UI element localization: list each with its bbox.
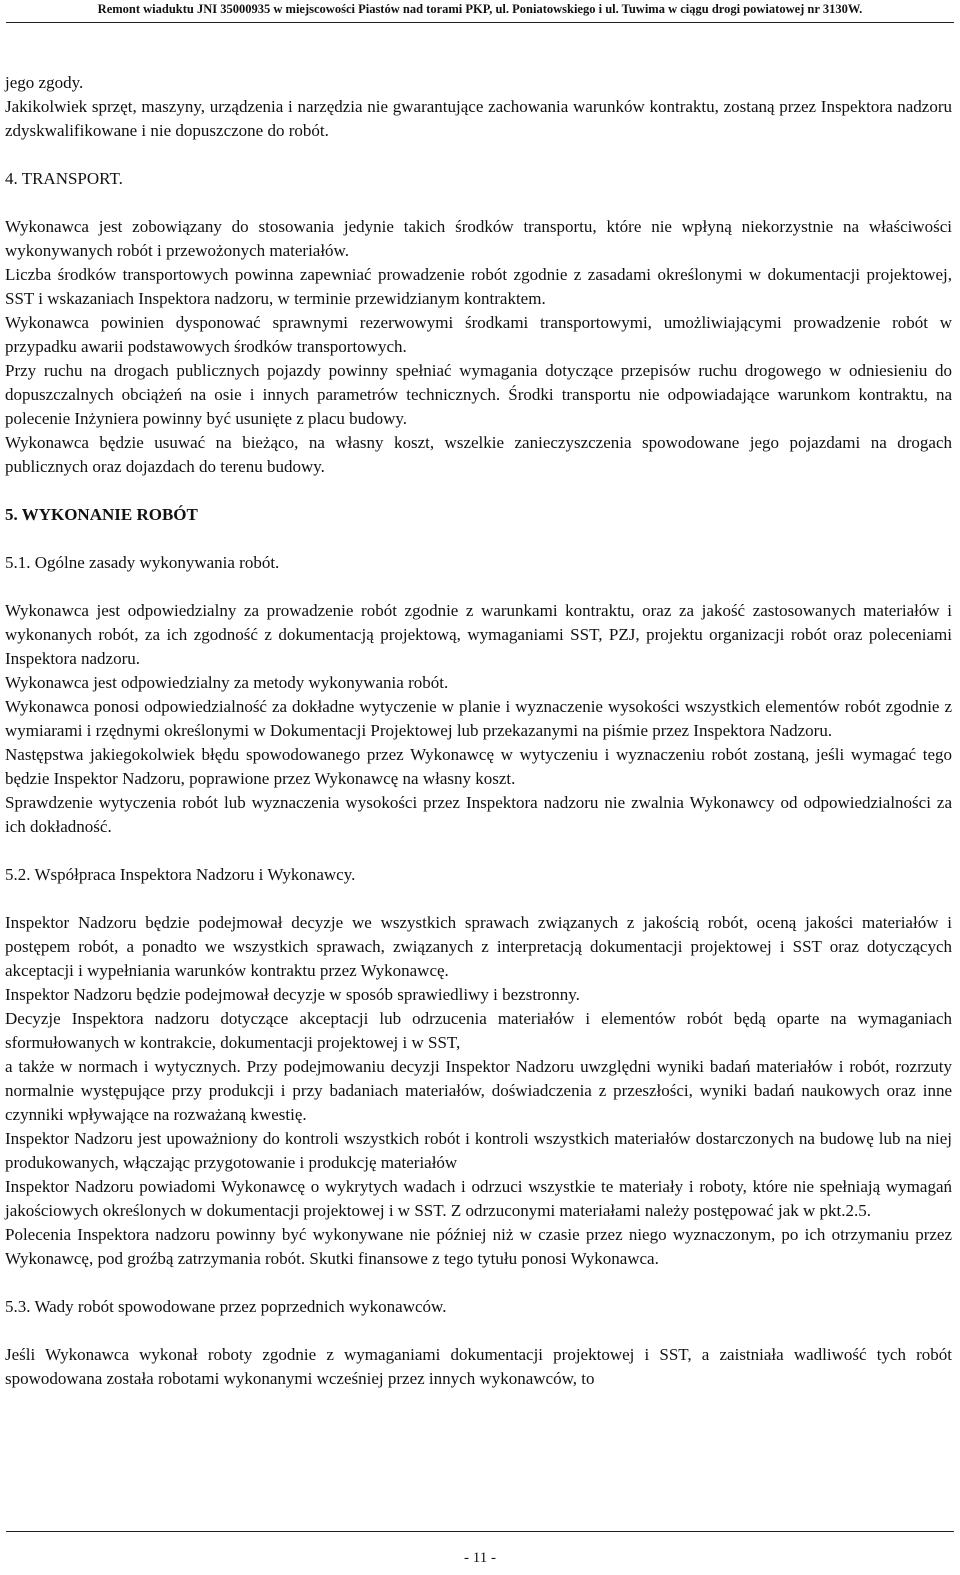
document-body	[5, 71, 952, 1391]
spacer	[5, 479, 952, 503]
spacer	[5, 527, 952, 551]
paragraph: Przy ruchu na drogach publicznych pojazdy powinny spełniać wymagania dotyczące przepisów ruchu drogowego w odniesieniu do dopuszczalnych obciążeń na osie i innych parametrów technicznych. Środki transportu nie odpowiadające warunkom kontraktu, na polecenie Inżyniera powinny być usunięte z placu budowy.	[5, 361, 952, 428]
paragraph: Inspektor Nadzoru jest upoważniony do kontroli wszystkich robót i kontroli wszystkich materiałów dostarczonych na budowę lub na niej produkowanych, włączając przygotowanie i produkcję materiałów	[5, 1129, 952, 1172]
paragraph: Wykonawca będzie usuwać na bieżąco, na własny koszt, wszelkie zanieczyszczenia spowodowane jego pojazdami na drogach publicznych oraz dojazdach do terenu budowy.	[5, 433, 952, 476]
paragraph: Jakikolwiek sprzęt, maszyny, urządzenia i narzędzia nie gwarantujące zachowania warunków kontraktu, zostaną przez Inspektora nadzoru zdyskwalifikowane i nie dopuszczone do robót.	[5, 97, 952, 140]
document-header: Remont wiaduktu JNI 35000935 w miejscowości Piastów nad torami PKP, ul. Poniatowskiego i ul. Tuwima w ciągu drogi powiatowej nr 3130W.	[6, 0, 954, 23]
paragraph: Inspektor Nadzoru będzie podejmował decyzje we wszystkich sprawach związanych z jakością robót, oceną jakości materiałów i postępem robót, a ponadto we wszystkich sprawach, związanych z interpretacją dokumentacji projektowej i SST oraz dotyczących akceptacji i wypełniania warunków kontraktu przez Wykonawcę.	[5, 913, 952, 980]
subsection-heading-5-2: 5.2. Współpraca Inspektora Nadzoru i Wykonawcy.	[5, 865, 356, 884]
paragraph: Wykonawca jest zobowiązany do stosowania jedynie takich środków transportu, które nie wpłyną niekorzystnie na właściwości wykonywanych robót i przewożonych materiałów.	[5, 217, 952, 260]
paragraph: Następstwa jakiegokolwiek błędu spowodowanego przez Wykonawcę w wytyczeniu i wyznaczeniu robót zostaną, jeśli wymagać tego będzie Inspektor Nadzoru, poprawione przez Wykonawcę na własny koszt.	[5, 745, 952, 788]
spacer	[5, 887, 952, 911]
spacer	[5, 191, 952, 215]
paragraph: a także w normach i wytycznych. Przy podejmowaniu decyzji Inspektor Nadzoru uwzględni wyniki badań materiałów i robót, rozrzuty normalnie występujące przy produkcji i przy badaniach materiałów, doświadczenia z przeszłości, wyniki badań naukowych oraz inne czynniki wpływające na rozważaną kwestię.	[5, 1057, 952, 1124]
page-number: - 11 -	[464, 1550, 496, 1566]
paragraph: Wykonawca jest odpowiedzialny za prowadzenie robót zgodnie z warunkami kontraktu, oraz za jakość zastosowanych materiałów i wykonanych robót, za ich zgodność z dokumentacją projektową, wymaganiami SST, PZJ, projektu organizacji robót oraz poleceniami Inspektora nadzoru.	[5, 601, 952, 668]
paragraph: Polecenia Inspektora nadzoru powinny być wykonywane nie później niż w czasie przez niego wyznaczonym, po ich otrzymaniu przez Wykonawcę, pod groźbą zatrzymania robót. Skutki finansowe z tego tytułu ponosi Wykonawca.	[5, 1225, 952, 1268]
subsection-heading-5-1: 5.1. Ogólne zasady wykonywania robót.	[5, 553, 280, 572]
paragraph: Sprawdzenie wytyczenia robót lub wyznaczenia wysokości przez Inspektora nadzoru nie zwalnia Wykonawcy od odpowiedzialności za ich dokładność.	[5, 793, 952, 836]
section-heading-execution: 5. WYKONANIE ROBÓT	[5, 505, 198, 524]
spacer	[5, 1319, 952, 1343]
spacer	[5, 1271, 952, 1295]
spacer	[5, 143, 952, 167]
paragraph: Wykonawca jest odpowiedzialny za metody wykonywania robót.	[5, 673, 449, 692]
paragraph: Jeśli Wykonawca wykonał roboty zgodnie z wymaganiami dokumentacji projektowej i SST, a zaistniała wadliwość tych robót spowodowana została robotami wykonanymi wcześniej przez innych wykonawców, to	[5, 1345, 952, 1388]
paragraph: Wykonawca powinien dysponować sprawnymi rezerwowymi środkami transportowymi, umożliwiającymi prowadzenie robót w przypadku awarii podstawowych środków transportowych.	[5, 313, 952, 356]
footer-divider	[6, 1531, 954, 1532]
paragraph: Inspektor Nadzoru powiadomi Wykonawcę o wykrytych wadach i odrzuci wszystkie te materiały i roboty, które nie spełniają wymagań jakościowych określonych w dokumentacji projektowej i w SST. Z odrzuconymi materiałami należy postępować jak w pkt.2.5.	[5, 1177, 952, 1220]
paragraph: Inspektor Nadzoru będzie podejmował decyzje w sposób sprawiedliwy i bezstronny.	[5, 985, 580, 1004]
paragraph: Wykonawca ponosi odpowiedzialność za dokładne wytyczenie w planie i wyznaczenie wysokości wszystkich elementów robót zgodnie z wymiarami i rzędnymi określonymi w Dokumentacji Projektowej lub przekazanymi na piśmie przez Inspektora Nadzoru.	[5, 697, 952, 740]
paragraph: Liczba środków transportowych powinna zapewniać prowadzenie robót zgodnie z zasadami określonymi w dokumentacji projektowej, SST i wskazaniach Inspektora nadzoru, w terminie przewidzianym kontraktem.	[5, 265, 952, 308]
subsection-heading-5-3: 5.3. Wady robót spowodowane przez poprzednich wykonawców.	[5, 1297, 447, 1316]
spacer	[5, 839, 952, 863]
section-heading-transport: 4. TRANSPORT.	[5, 169, 123, 188]
spacer	[5, 575, 952, 599]
paragraph: jego zgody.	[5, 73, 84, 92]
paragraph: Decyzje Inspektora nadzoru dotyczące akceptacji lub odrzucenia materiałów i elementów robót będą oparte na wymaganiach sformułowanych w kontrakcie, dokumentacji projektowej i w SST,	[5, 1009, 952, 1052]
